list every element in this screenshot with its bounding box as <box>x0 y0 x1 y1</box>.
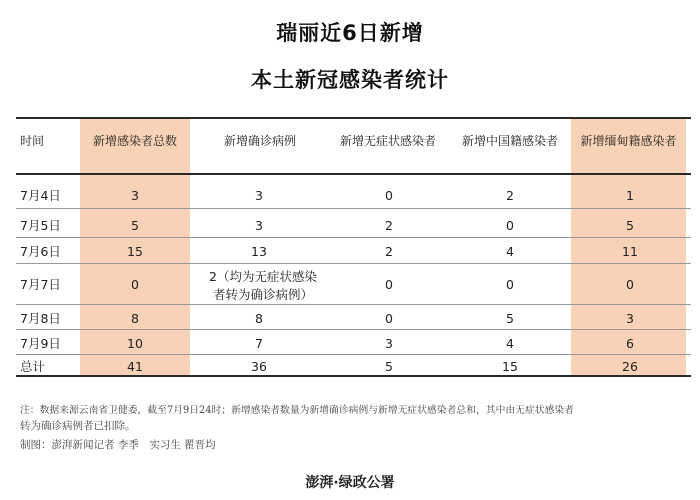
header-myanmar: 新增缅甸籍感染者 <box>580 134 677 148</box>
totals-chinese: 15 <box>502 359 518 374</box>
cell-chinese: 4 <box>506 244 514 259</box>
cell-chinese: 2 <box>506 188 514 203</box>
publisher-logo: 澎湃·绿政公署 <box>305 475 395 491</box>
cell-confirmed: 8 <box>255 311 263 326</box>
cell-myanmar: 0 <box>626 277 634 292</box>
cell-asymptomatic: 0 <box>385 277 393 292</box>
cell-asymptomatic: 0 <box>385 311 393 326</box>
cell-total: 8 <box>131 311 139 326</box>
row-divider <box>16 263 691 264</box>
title-line-2: 本土新冠感染者统计 <box>251 68 449 92</box>
cell-total: 10 <box>127 336 143 351</box>
totals-confirmed: 36 <box>251 359 267 374</box>
totals-label: 总计 <box>20 359 46 374</box>
footnote-line-2: 转为确诊病例者已扣除。 <box>20 420 136 432</box>
cell-chinese: 0 <box>506 277 514 292</box>
header-chinese: 新增中国籍感染者 <box>461 134 558 148</box>
totals-myanmar: 26 <box>622 359 638 374</box>
row-divider <box>16 354 691 355</box>
totals-total: 41 <box>127 359 143 374</box>
cell-asymptomatic: 2 <box>385 244 393 259</box>
row-divider <box>16 237 691 238</box>
totals-asymptomatic: 5 <box>385 359 393 374</box>
cell-chinese: 5 <box>506 311 514 326</box>
header-date: 时间 <box>20 134 45 148</box>
header-confirmed: 新增确诊病例 <box>223 134 296 148</box>
cell-asymptomatic: 0 <box>385 188 393 203</box>
cell-asymptomatic: 3 <box>385 336 393 351</box>
row-date: 7月6日 <box>20 244 61 259</box>
cell-confirmed: 13 <box>251 244 267 259</box>
title-line-1: 瑞丽近6日新增 <box>276 21 424 45</box>
cell-asymptomatic: 2 <box>385 218 393 233</box>
cell-total: 5 <box>131 218 139 233</box>
row-date: 7月5日 <box>20 218 61 233</box>
cell-myanmar: 6 <box>626 336 634 351</box>
footnote-line-1: 注：数据来源云南省卫健委，截至7月9日24时；新增感染者数量为新增确诊病例与新增无症状感染者总和，其中由无症状感染者 <box>20 405 574 416</box>
header-asymptomatic: 新增无症状感染者 <box>339 134 436 148</box>
row-date: 7月9日 <box>20 336 61 351</box>
bottom-rule <box>16 375 691 377</box>
cell-myanmar: 11 <box>622 244 638 259</box>
row-date: 7月7日 <box>20 277 61 292</box>
row-date: 7月4日 <box>20 188 61 203</box>
row-date: 7月8日 <box>20 311 61 326</box>
cell-confirmed-note-line-1: 2（均为无症状感染 <box>209 269 317 284</box>
cell-confirmed: 3 <box>255 188 263 203</box>
header-rule <box>16 173 691 175</box>
cell-confirmed-note-line-2: 者转为确诊病例） <box>212 287 314 302</box>
credit-line: 制图：澎湃新闻记者 李季 实习生 瞿晋均 <box>20 439 216 451</box>
cell-total: 15 <box>127 244 143 259</box>
row-divider <box>16 208 691 209</box>
cell-myanmar: 1 <box>626 188 634 203</box>
cell-confirmed: 3 <box>255 218 263 233</box>
header-total: 新增感染者总数 <box>92 134 177 148</box>
cell-myanmar: 5 <box>626 218 634 233</box>
cell-chinese: 0 <box>506 218 514 233</box>
cell-myanmar: 3 <box>626 311 634 326</box>
cell-confirmed: 7 <box>255 336 263 351</box>
cell-total: 3 <box>131 188 139 203</box>
cell-chinese: 4 <box>506 336 514 351</box>
row-divider <box>16 329 691 330</box>
row-divider <box>16 304 691 305</box>
top-rule <box>16 117 691 119</box>
cell-total: 0 <box>131 277 139 292</box>
